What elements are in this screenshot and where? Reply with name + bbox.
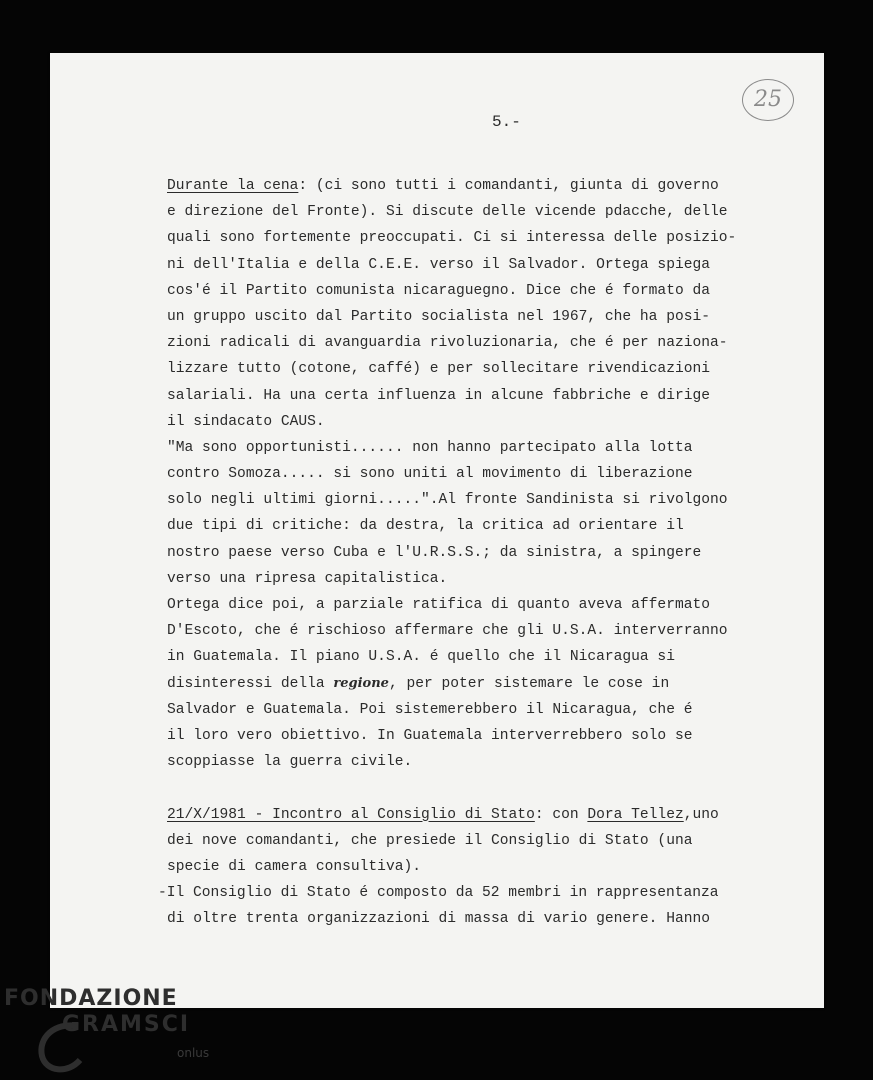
- text-line: specie di camera consultiva).: [167, 858, 421, 875]
- text-line: ni dell'Italia e della C.E.E. verso il Salvador. Ortega spiega: [167, 256, 710, 273]
- text-line: -Il Consiglio di Stato é composto da 52 membri in rappresentanza: [158, 885, 719, 902]
- document-page: [50, 53, 824, 1008]
- text-line: il sindacato CAUS.: [167, 413, 325, 430]
- section2-first-line: [167, 802, 807, 828]
- section2-lines: [158, 828, 807, 933]
- text-line: quali sono fortemente preoccupati. Ci si interessa delle posizio-: [167, 230, 737, 247]
- page-number: 5.-: [492, 113, 521, 131]
- typewritten-body: [158, 173, 807, 932]
- paragraph-gap: [167, 775, 807, 801]
- section1-hand-line: [167, 671, 807, 697]
- section2-name: Dora Tellez: [587, 806, 684, 823]
- watermark-line3: onlus: [177, 1046, 210, 1060]
- section1-lines-after: [167, 697, 807, 776]
- section1-lines: [167, 199, 807, 670]
- text-line: nostro paese verso Cuba e l'U.R.S.S.; da sinistra, a spingere: [167, 544, 702, 561]
- text-line: cos'é il Partito comunista nicaraguegno. Dice che é formato da: [167, 282, 710, 299]
- text-line: e direzione del Fronte). Si discute delle vicende pdacche, delle: [167, 204, 728, 221]
- section1-first-line: [167, 173, 807, 199]
- text-line: "Ma sono opportunisti...... non hanno partecipato alla lotta: [167, 439, 693, 456]
- text-line: zioni radicali di avanguardia rivoluzionaria, che é per naziona-: [167, 335, 728, 352]
- watermark-line1: FONDAZIONE: [4, 986, 178, 1011]
- text-line: Ortega dice poi, a parziale ratifica di quanto aveva affermato: [167, 597, 710, 613]
- section2-heading: 21/X/1981 - Incontro al Consiglio di Stato: [167, 806, 535, 823]
- section2-tail: ,uno: [683, 806, 719, 823]
- text-line: Salvador e Guatemala. Poi sistemerebbero il Nicaragua, che é: [167, 701, 693, 718]
- text-line: verso una ripresa capitalistica.: [167, 570, 448, 587]
- watermark-line2: GRAMSCI: [62, 1012, 191, 1037]
- section2-mid: : con: [534, 806, 588, 823]
- text-line: dei nove comandanti, che presiede il Consiglio di Stato (una: [167, 832, 693, 849]
- handwritten-correction: regione: [333, 675, 389, 691]
- hand-line-after: , per poter sistemare le cose in: [388, 675, 670, 692]
- text-line: in Guatemala. Il piano U.S.A. é quello che il Nicaragua si: [167, 649, 675, 666]
- text-line: il loro vero obiettivo. In Guatemala interverrebbero solo se: [167, 727, 693, 744]
- text-line: salariali. Ha una certa influenza in alcune fabbriche e dirige: [167, 387, 710, 404]
- text-line: due tipi di critiche: da destra, la critica ad orientare il: [167, 518, 684, 535]
- text-line: un gruppo uscito dal Partito socialista nel 1967, che ha posi-: [167, 308, 710, 325]
- text-line: contro Somoza..... si sono uniti al movimento di liberazione: [167, 466, 693, 483]
- text-line: D'Escoto, che é rischioso affermare che gli U.S.A. interverranno: [167, 623, 728, 640]
- folio-stamp: 25: [742, 79, 794, 121]
- text-line: scoppiasse la guerra civile.: [167, 754, 413, 771]
- text-line: solo negli ultimi giorni.....".Al fronte Sandinista si rivolgono: [167, 492, 728, 509]
- text-line: di oltre trenta organizzazioni di massa di vario genere. Hanno: [167, 911, 710, 928]
- hand-line-before: disinteressi della: [167, 675, 334, 692]
- section1-heading: Durante la cena: [167, 178, 299, 194]
- text-line: lizzare tutto (cotone, caffé) e per sollecitare rivendicazioni: [167, 361, 710, 378]
- section1-heading-suffix: : (ci sono tutti i comandanti, giunta di governo: [298, 178, 719, 194]
